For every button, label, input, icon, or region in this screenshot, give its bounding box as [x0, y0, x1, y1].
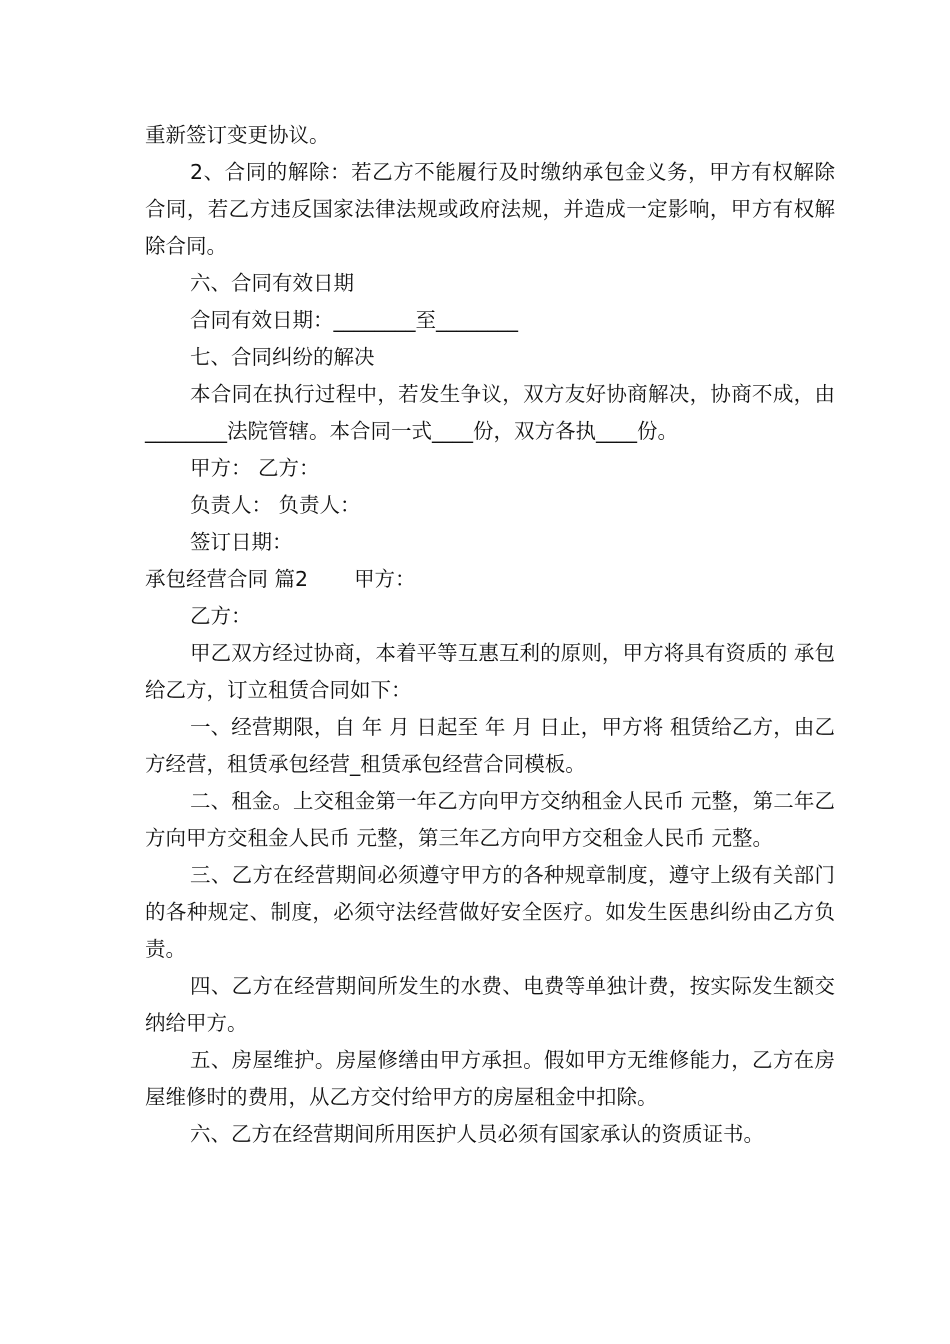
paragraph: 五、房屋维护。房屋修缮由甲方承担。假如甲方无维修能力，乙方在房屋维修时的费用，从乙方交付给甲方的房屋租金中扣除。	[145, 1048, 835, 1109]
paragraph: 四、乙方在经营期间所发生的水费、电费等单独计费，按实际发生额交纳给甲方。	[145, 974, 835, 1035]
section2-title: 承包经营合同 篇2	[145, 567, 309, 591]
paragraph: 乙方：	[190, 604, 252, 628]
section-heading: 六、合同有效日期	[190, 271, 354, 295]
signature-date: 签订日期：	[190, 530, 293, 554]
paragraph: 重新签订变更协议。	[145, 123, 330, 147]
paragraph: 二、租金。上交租金第一年乙方向甲方交纳租金人民币 元整，第二年乙方向甲方交租金人民币 元整，第三年乙方向甲方交租金人民币 元整。	[145, 789, 835, 850]
paragraph: 本合同在执行过程中，若发生争议，双方友好协商解决，协商不成，由________法院管辖。本合同一式____份，双方各执____份。	[145, 382, 835, 443]
paragraph: 2、合同的解除：若乙方不能履行及时缴纳承包金义务，甲方有权解除合同，若乙方违反国家法律法规或政府法规，并造成一定影响，甲方有权解除合同。	[145, 160, 835, 258]
section-heading: 七、合同纠纷的解决	[190, 345, 375, 369]
paragraph: 甲乙双方经过协商，本着平等互惠互利的原则，甲方将具有资质的 承包给乙方，订立租赁合同如下：	[145, 641, 835, 702]
signature-responsible: 负责人： 负责人：	[190, 493, 361, 517]
signature-parties: 甲方： 乙方：	[190, 456, 320, 480]
section2-party-a: 甲方：	[354, 567, 416, 591]
paragraph: 三、乙方在经营期间必须遵守甲方的各种规章制度，遵守上级有关部门的各种规定、制度，必须守法经营做好安全医疗。如发生医患纠纷由乙方负责。	[145, 863, 835, 961]
paragraph: 一、经营期限，自 年 月 日起至 年 月 日止，甲方将 租赁给乙方，由乙方经营，租赁承包经营_租赁承包经营合同模板。	[145, 715, 835, 776]
paragraph: 合同有效日期：________至________	[190, 308, 518, 332]
section2-title-line	[145, 561, 835, 598]
document-body	[145, 117, 835, 1153]
paragraph: 六、乙方在经营期间所用医护人员必须有国家承认的资质证书。	[190, 1122, 764, 1146]
